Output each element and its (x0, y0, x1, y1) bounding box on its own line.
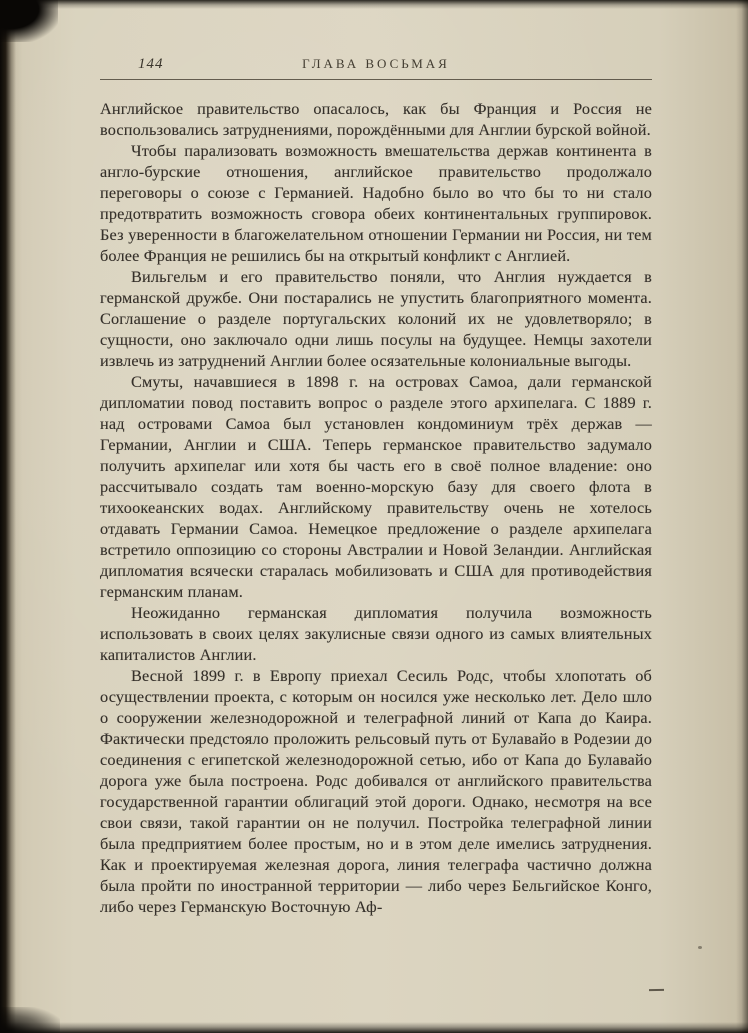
scan-mark-dot (698, 946, 702, 949)
paragraph: Вильгельм и его правительство поняли, что Англия нуждается в германской дружбе. Они постарались не упустить благоприятного момента. Соглашение о разделе португальских колоний их не удовлетворяло; в сущности, оно заключало одни лишь посулы на будущее. Немцы захотели извлечь из затруднений Англии более осязательные колониальные выгоды. (100, 267, 652, 370)
top-edge-shadow (0, 0, 748, 9)
paragraph: Весной 1899 г. в Европу приехал Сесиль Родс, чтобы хлопотать об осуществлении проекта, с которым он носился уже несколько лет. Дело шло о сооружении железнодорожной и телеграфной линий от Капа до Каира. Фактически предстояло проложить рельсовый путь от Булавайо в Родезии до соединения с египетской железнодорожной сетью, ибо от Капа до Булавайо дорога уже была построена. Родс добивался от английского правительства государственной гарантии облигаций этой дороги. Однако, несмотря на все свои связи, такой гарантии он не получил. Постройка телеграфной линии была предприятием более простым, но и в этом деле имелись затруднения. Как и проектируемая железная дорога, линия телеграфа частично должна была пройти по иностранной территории — либо через Бельгийское Конго, либо через Германскую Восточную Аф- (100, 666, 652, 916)
running-header (100, 56, 652, 76)
page-text (100, 98, 652, 917)
paragraph: Смуты, начавшиеся в 1898 г. на островах Самоа, дали германской дипломатии повод поставить вопрос о разделе этого архипелага. С 1889 г. над островами Самоа был установлен кондоминиум трёх держав — Германии, Англии и США. Теперь германское правительство задумало получить архипелаг или хотя бы часть его в своё полное владение: оно рассчитывало создать там военно-морскую базу для своего флота в тихоокеанских водах. Английскому правительству очень не хотелось отдавать Германии Самоа. Немецкое предложение о разделе архипелага встретило оппозицию со стороны Австралии и Новой Зеландии. Английская дипломатия всячески старалась мобилизовать и США для противодействия германским планам. (100, 372, 652, 601)
header-rule (100, 79, 652, 80)
chapter-title: ГЛАВА ВОСЬМАЯ (302, 56, 450, 71)
scan-smudge-top-left (0, 0, 58, 42)
paragraph: Английское правительство опасалось, как бы Франция и Россия не воспользовались затруднениями, порождёнными для Англии бурской войной. (100, 99, 652, 139)
scan-smudge-bottom-left (0, 1007, 60, 1033)
paragraph: Неожиданно германская дипломатия получила возможность использовать в своих целях закулисные связи одного из самых влиятельных капиталистов Англии. (100, 603, 652, 664)
page-edge-shadow (736, 0, 748, 1033)
binding-shadow (0, 0, 16, 1033)
scan-mark-dash (649, 989, 664, 991)
bottom-edge-shadow (0, 1022, 748, 1033)
page-number: 144 (138, 56, 164, 72)
page-content (100, 56, 652, 917)
paragraph: Чтобы парализовать возможность вмешательства держав континента в англо-бурские отношения, английское правительство продолжало переговоры о союзе с Германией. Надобно было во что бы то ни стало предотвратить возможность сговора обеих континентальных группировок. Без уверенности в благожелательном отношении Германии ни Россия, ни тем более Франция не решились бы на открытый конфликт с Англией. (100, 141, 652, 265)
